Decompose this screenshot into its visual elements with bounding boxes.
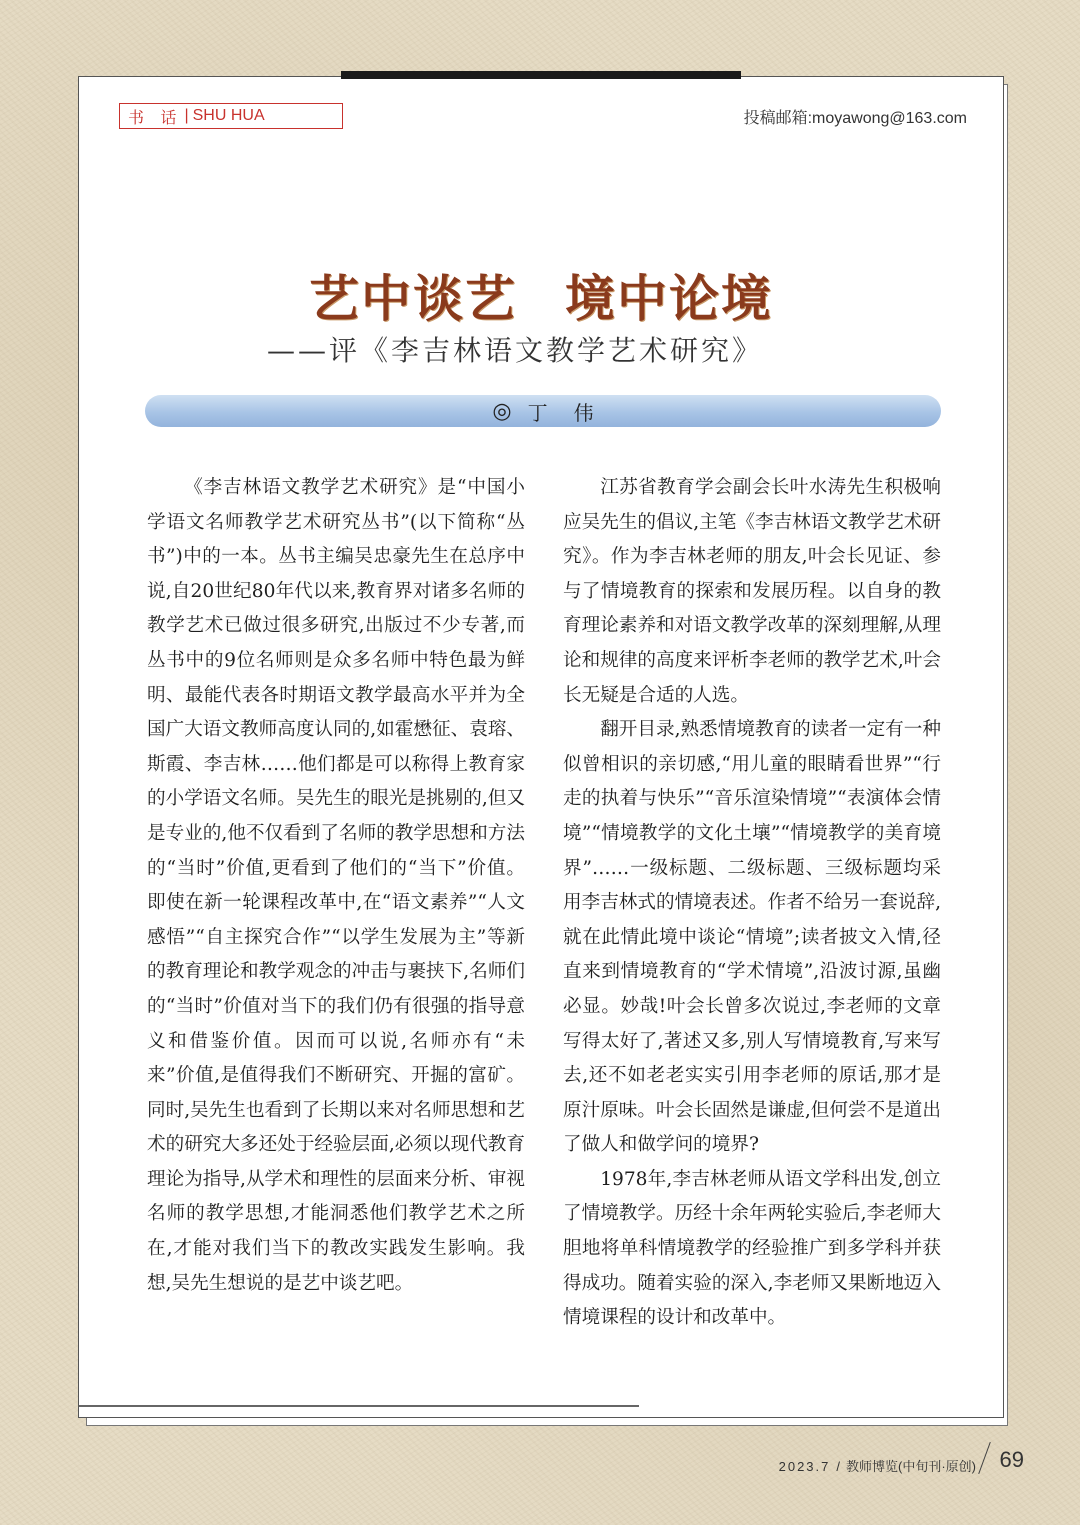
author-band <box>145 395 941 427</box>
section-tag-en: SHU HUA <box>192 107 265 124</box>
page-number: 69 <box>999 1447 1024 1472</box>
article-title <box>79 259 1003 331</box>
right-column <box>563 471 941 1336</box>
page-footer <box>778 1447 1024 1475</box>
right-paragraph-2: 翻开目录,熟悉情境教育的读者一定有一种似曾相识的亲切感,“用儿童的眼睛看世界”“行走的执着与快乐”“音乐渲染情境”“表演体会情境”“情境教学的文化土壤”“情境教学的美育境界”……一级标题、二级标题、三级标题均采用李吉林式的情境表述。作者不给另一套说辞,就在此情此境中谈论“情境”;读者披文入情,径直来到情境教育的“学术情境”,沿波讨源,虽幽必显。妙哉!叶会长曾多次说过,李老师的文章写得太好了,著述又多,别人写情境教育,写来写去,还不如老老实实引用李老师的原话,那才是原汁原味。叶会长固然是谦虚,但何尝不是道出了做人和做学问的境界? <box>563 719 941 1156</box>
section-tag-separator: | <box>184 107 189 124</box>
footer-slash: / <box>836 1459 840 1474</box>
left-column <box>147 471 525 1301</box>
submission-email: 投稿邮箱:moyawong@163.com <box>743 110 967 127</box>
left-paragraph-1: 《李吉林语文教学艺术研究》是“中国小学语文名师教学艺术研究丛书”(以下简称“丛书”)中的一本。丛书主编吴忠豪先生在总序中说,自20世纪80年代以来,教育界对诸多名师的教学艺术已做过很多研究,出版过不少专著,而丛书中的9位名师则是众多名师中特色最为鲜明、最能代表各时期语文教学最高水平并为全国广大语文教师高度认同的,如霍懋征、袁瑢、斯霞、李吉林……他们都是可以称得上教育家的小学语文名师。吴先生的眼光是挑剔的,但又是专业的,他不仅看到了名师的教学思想和方法的“当时”价值,更看到了他们的“当下”价值。即使在新一轮课程改革中,在“语文素养”“人文感悟”“自主探究合作”“以学生发展为主”等新的教育理论和教学观念的冲击与裹挟下,名师们的“当时”价值对当下的我们仍有很强的指导意义和借鉴价值。因而可以说,名师亦有“未来”价值,是值得我们不断研究、开掘的富矿。同时,吴先生也看到了长期以来对名师思想和艺术的研究大多还处于经验层面,必须以现代教育理论为指导,从学术和理性的层面来分析、审视名师的教学思想,才能洞悉他们教学艺术之所在,才能对我们当下的教改实践发生影响。我想,吴先生想说的是艺中谈艺吧。 <box>147 477 525 1294</box>
author-name: 丁伟 <box>527 400 620 425</box>
issue-date: 2023.7 <box>778 1459 831 1474</box>
right-paragraph-1: 江苏省教育学会副会长叶水涛先生积极响应吴先生的倡议,主笔《李吉林语文教学艺术研究》。作为李吉林老师的朋友,叶会长见证、参与了情境教育的探索和发展历程。以自身的教育理论素养和对语文教学改革的深刻理解,从理论和规律的高度来评析李老师的教学艺术,叶会长无疑是合适的人选。 <box>563 477 941 706</box>
section-tag <box>119 103 343 129</box>
bottom-rule <box>79 1405 639 1407</box>
author-mark-icon: ◎ <box>492 398 512 424</box>
article-subtitle: ——评《李吉林语文教学艺术研究》 <box>266 334 763 367</box>
title-part-2: 境中论境 <box>565 270 773 328</box>
title-part-1: 艺中谈艺 <box>309 270 517 328</box>
right-paragraph-3: 1978年,李吉林老师从语文学科出发,创立了情境教学。历经十余年两轮实验后,李老师大胆地将单科情境教学的经验推广到多学科并获得成功。随着实验的深入,李老师又果断地迈入情境课程的设计和改革中。 <box>563 1168 941 1329</box>
top-decorative-bar <box>341 71 741 79</box>
journal-name: 教师博览(中旬刊·原创) <box>846 1459 976 1474</box>
magazine-page <box>78 76 1004 1418</box>
section-tag-cn: 书 话 <box>128 109 183 127</box>
